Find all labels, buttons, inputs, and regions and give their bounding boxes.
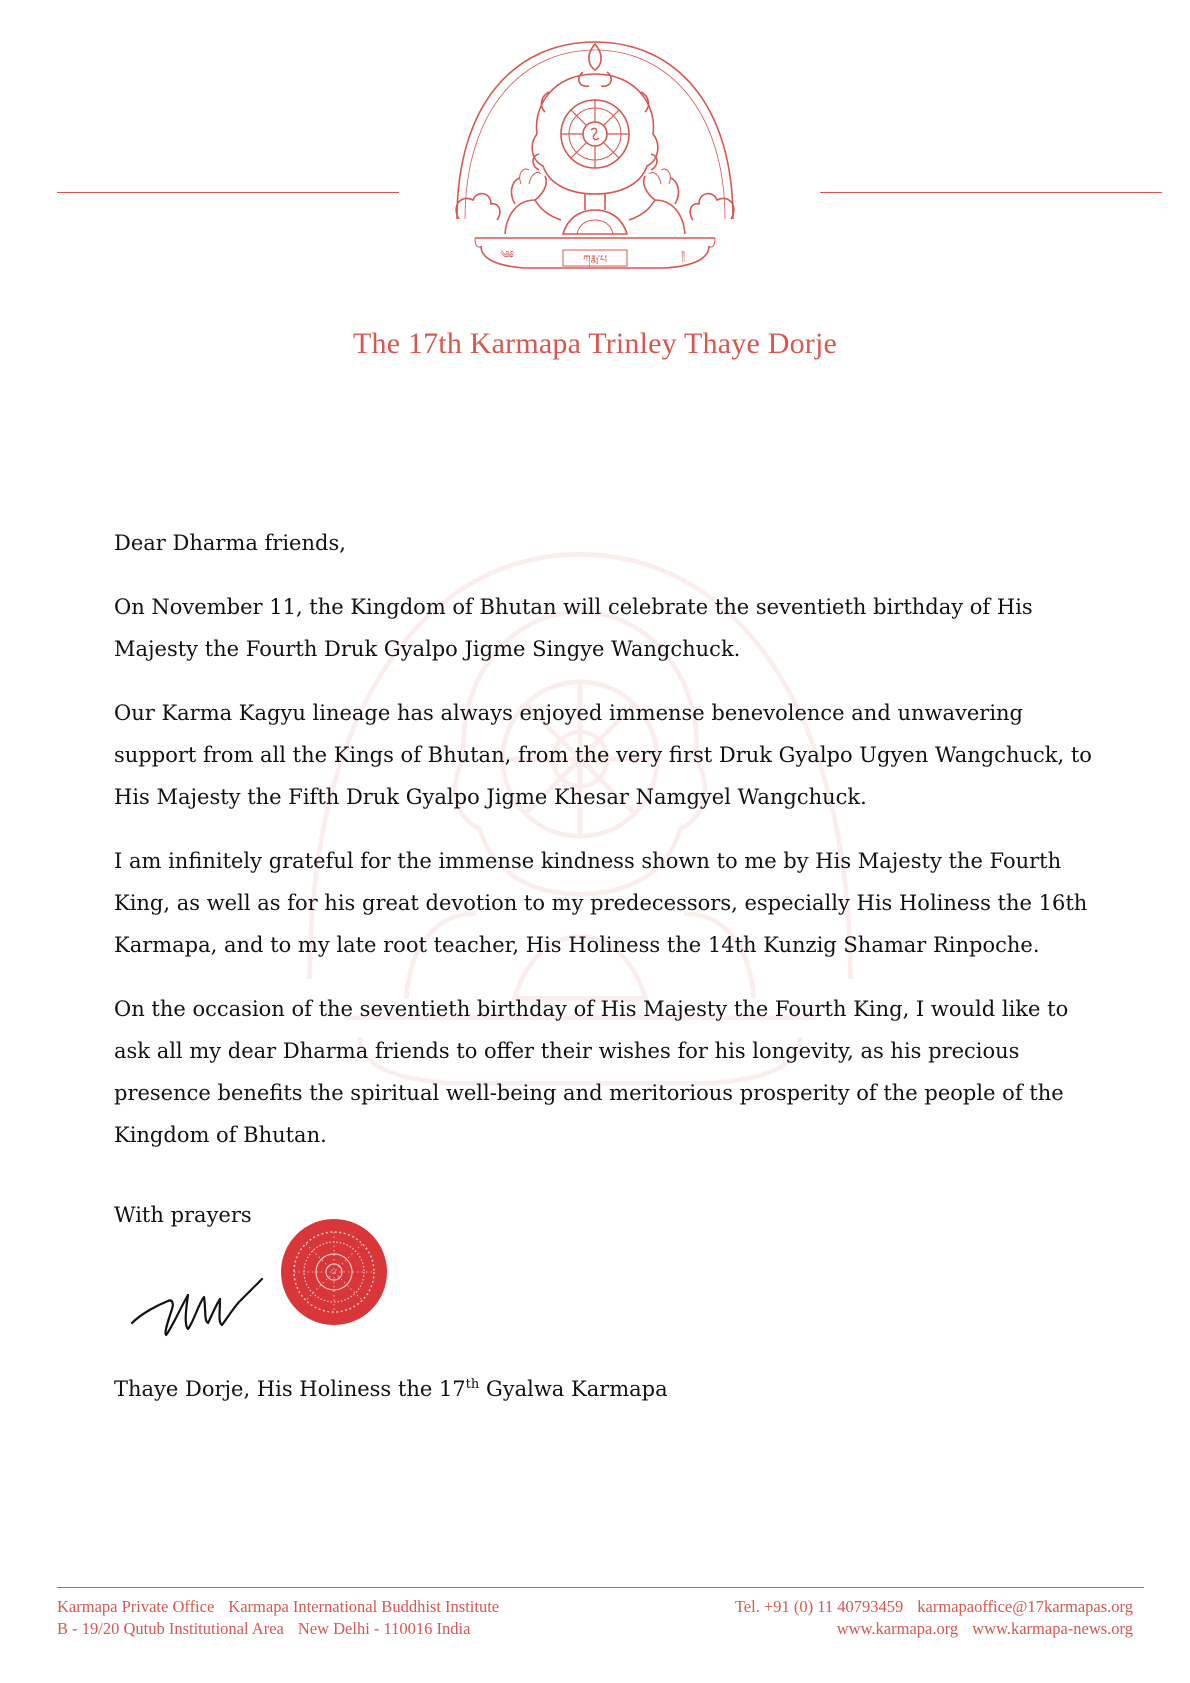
letter-body <box>114 522 1104 1178</box>
footer-website-link-1[interactable]: www.karmapa.org <box>836 1619 959 1638</box>
footer-address-line: B - 19/20 Qutub Institutional Area <box>57 1619 284 1638</box>
paragraph-3: I am infinitely grateful for the immense kindness shown to me by His Majesty the Fourth King, as well as for his great devotion to my predecessors, especially His Holiness the 16th Karmapa, and to my late root teacher, His Holiness the 14th Kunzig Shamar Rinpoche. <box>114 849 1088 957</box>
footer-contact <box>735 1596 1133 1640</box>
emblem-label: ཀརྨ་པ <box>582 253 608 266</box>
footer-office: Karmapa Private Office <box>57 1597 215 1616</box>
letterhead-title: The 17th Karmapa Trinley Thaye Dorje <box>352 327 838 360</box>
footer-address <box>57 1596 499 1640</box>
footer-city: New Delhi - 110016 India <box>297 1619 471 1638</box>
paragraph-1: On November 11, the Kingdom of Bhutan will celebrate the seventieth birthday of His Majesty the Fourth Druk Gyalpo Jigme Singye Wangchuck. <box>114 595 1033 661</box>
footer-rule <box>57 1587 1144 1588</box>
signatory-prefix: Thaye Dorje, His Holiness the 17 <box>114 1377 466 1401</box>
salutation: Dear Dharma friends, <box>114 531 346 555</box>
paragraph-4: On the occasion of the seventieth birthday of His Majesty the Fourth King, I would like to ask all my dear Dharma friends to offer their wishes for his longevity, as his precious presence benefits the spiritual well-being and meritorious prosperity of the people of the Kingdom of Bhutan. <box>114 997 1069 1147</box>
emblem-left-mark: ༄༅ <box>500 250 514 261</box>
signatory-suffix: Gyalwa Karmapa <box>479 1377 668 1401</box>
footer-phone: Tel. +91 (0) 11 40793459 <box>734 1597 904 1616</box>
header-rule-right <box>820 192 1162 193</box>
signature-image <box>128 1265 268 1345</box>
footer-website-link-2[interactable]: www.karmapa-news.org <box>972 1619 1133 1638</box>
signatory-ordinal-suffix: th <box>465 1377 480 1392</box>
closing-line: With prayers <box>114 1203 252 1227</box>
karmapa-emblem-icon <box>445 34 745 274</box>
header-rule-left <box>57 192 399 193</box>
emblem-right-mark: ༎ <box>680 250 686 261</box>
footer-email-link[interactable]: karmapaoffice@17karmapas.org <box>917 1597 1133 1616</box>
red-seal-icon <box>279 1217 389 1327</box>
signatory-name <box>114 1377 668 1401</box>
footer-institute: Karmapa International Buddhist Institute <box>228 1597 500 1616</box>
paragraph-2: Our Karma Kagyu lineage has always enjoyed immense benevolence and unwavering support from all the Kings of Bhutan, from the very first Druk Gyalpo Ugyen Wangchuck, to His Majesty the Fifth Druk Gyalpo Jigme Khesar Namgyel Wangchuck. <box>114 701 1092 809</box>
